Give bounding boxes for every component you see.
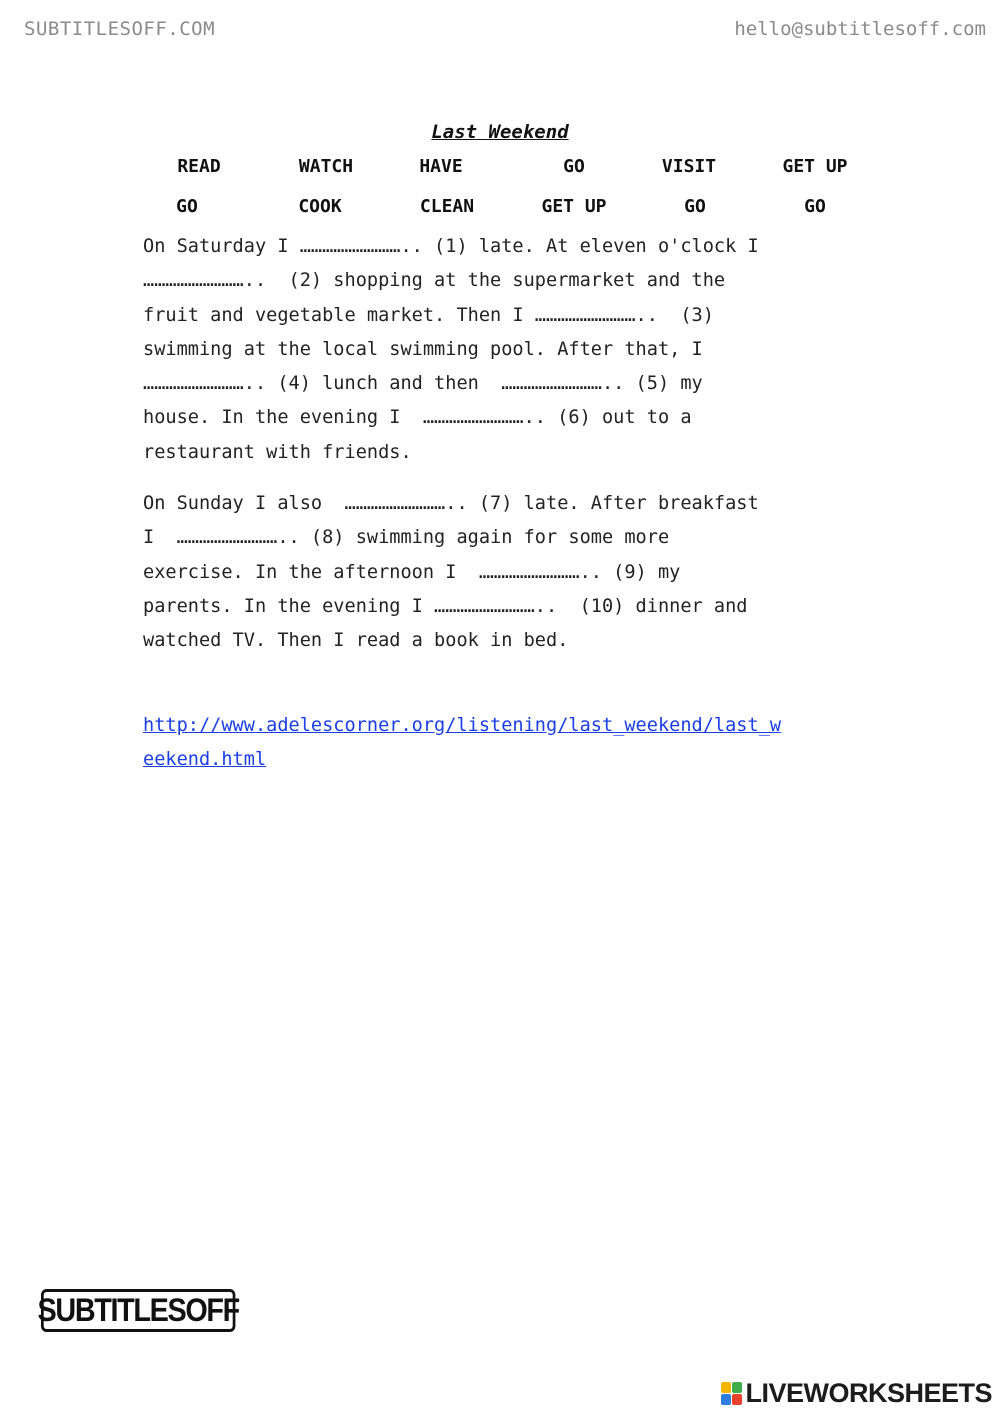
icon-square	[721, 1394, 731, 1405]
icon-square	[732, 1382, 742, 1393]
liveworksheets-icon	[721, 1382, 742, 1405]
site-name: SUBTITLESOFF.COM	[24, 18, 216, 40]
word-bank-item: VISIT	[661, 156, 717, 177]
word-bank-row-1	[0, 156, 1000, 196]
text-line: On Saturday I ……………………….. (1) late. At eleven o'clock I	[143, 236, 759, 257]
text-line: fruit and vegetable market. Then I ……………………….. (3)	[143, 304, 714, 326]
contact-email: hello@subtitlesoff.com	[734, 18, 986, 40]
text-line: On Sunday I also ……………………….. (7) late. After breakfast	[143, 493, 759, 515]
word-bank-item: COOK	[298, 196, 342, 217]
source-link[interactable]	[143, 709, 781, 778]
text-line: ……………………….. (4) lunch and then ……………………….. (5) my	[143, 373, 703, 395]
word-bank-item: GO	[176, 196, 198, 217]
icon-square	[721, 1382, 731, 1393]
text-line: swimming at the local swimming pool. After that, I	[143, 338, 703, 360]
paragraph-sunday	[143, 487, 855, 658]
word-bank-item: CLEAN	[419, 196, 475, 217]
word-bank-item: GET UP	[541, 196, 607, 217]
text-line: house. In the evening I ……………………….. (6) out to a	[143, 407, 692, 429]
word-bank-item: GO	[804, 196, 826, 217]
text-line: parents. In the evening I ……………………….. (10) dinner and	[143, 595, 748, 617]
text-line: I ……………………….. (8) swimming again for some more	[143, 527, 670, 549]
word-bank-item: GET UP	[782, 156, 848, 177]
word-bank-item: GO	[563, 156, 585, 177]
liveworksheets-text: LIVEWORKSHEETS	[745, 1378, 992, 1408]
word-bank-item: HAVE	[419, 156, 463, 177]
text-line: watched TV. Then I read a book in bed.	[143, 630, 569, 652]
icon-square	[732, 1394, 742, 1405]
word-bank-item: READ	[177, 156, 221, 177]
exercise-text	[143, 230, 855, 659]
link-line: eekend.html	[143, 749, 267, 771]
worksheet-title: Last Weekend	[431, 121, 569, 143]
liveworksheets-brand	[721, 1378, 992, 1409]
word-bank-item: WATCH	[298, 156, 354, 177]
word-bank	[0, 156, 1000, 236]
text-line: ……………………….. (2) shopping at the supermarket and the	[143, 270, 726, 292]
subtitlesoff-logo: SUBTITLESOFF	[41, 1289, 235, 1332]
text-line: exercise. In the afternoon I ……………………….. (9) my	[143, 561, 681, 583]
text-line: restaurant with friends.	[143, 441, 412, 463]
word-bank-item: GO	[684, 196, 706, 217]
paragraph-saturday	[143, 230, 855, 470]
link-line: http://www.adelescorner.org/listening/last_weekend/last_w	[143, 715, 782, 736]
